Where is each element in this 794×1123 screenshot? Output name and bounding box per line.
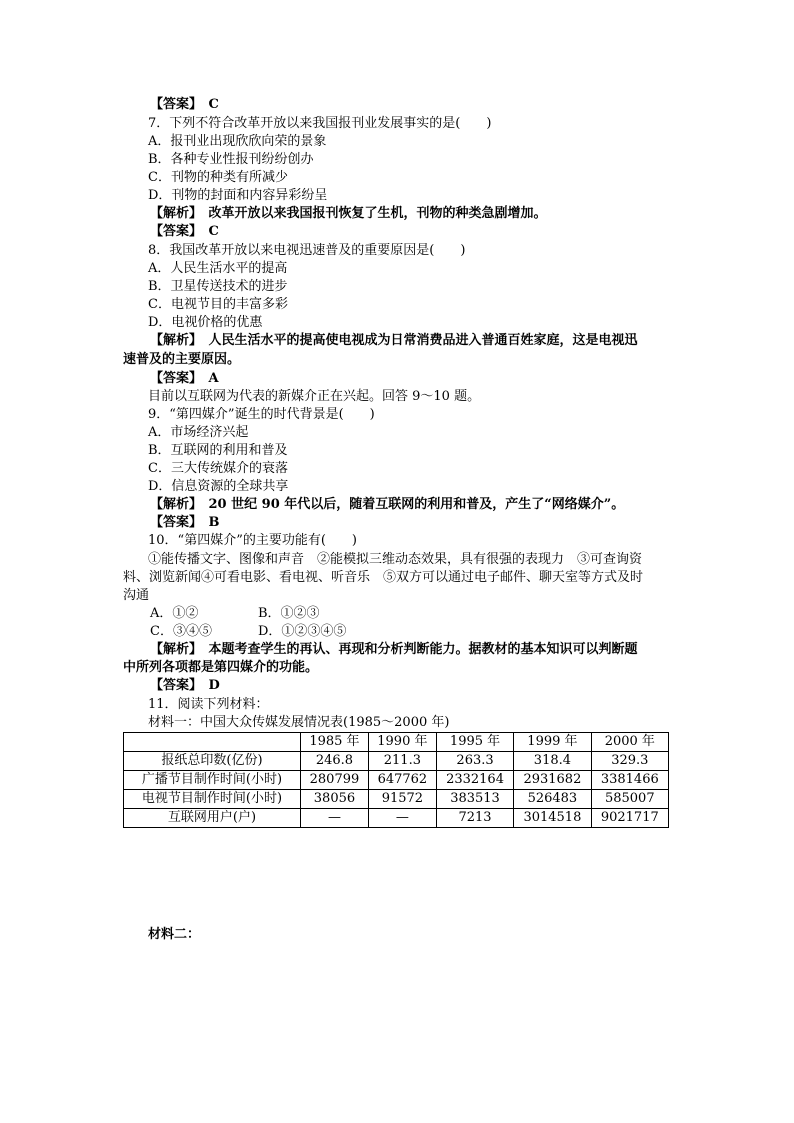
option-b: B．卫星传送技术的进步 [148, 279, 288, 294]
table-cell: 2332164 [436, 771, 513, 790]
table-cell: 2931682 [514, 771, 591, 790]
option-a: A．市场经济兴起 [148, 425, 249, 440]
table-row-label: 广播节目制作时间(小时) [124, 771, 301, 790]
answer-label: 【答案】 C [150, 224, 219, 239]
table-cell: 91572 [368, 790, 436, 809]
option-d: D．①②③④⑤ [258, 624, 347, 639]
analysis-10-line2: 中所列各项都是第四媒介的功能。 [123, 660, 319, 675]
analysis-8-line1: 【解析】 人民生活水平的提高使电视成为日常消费品进入普通百姓家庭，这是电视迅 [150, 333, 638, 348]
question-10-items-line1: ①能传播文字、图像和声音 ②能模拟三维动态效果，具有很强的表现力 ③可查询资 [148, 552, 643, 567]
option-b: B．互联网的利用和普及 [148, 443, 288, 458]
table-cell: 9021717 [591, 809, 668, 828]
option-d: D．电视价格的优惠 [148, 315, 263, 330]
table-row-label: 电视节目制作时间(小时) [124, 790, 301, 809]
table-header-cell: 2000 年 [591, 733, 668, 752]
table-cell: 263.3 [436, 752, 513, 771]
table-cell: 329.3 [591, 752, 668, 771]
option-b: B．各种专业性报刊纷纷创办 [148, 152, 314, 167]
table-row-label: 互联网用户(户) [124, 809, 301, 828]
table-row [124, 809, 669, 828]
answer-label: 【答案】 A [150, 371, 219, 386]
table-cell: 3381466 [591, 771, 668, 790]
question-8: 8．我国改革开放以来电视迅速普及的重要原因是( ) [148, 243, 466, 258]
table-header-cell: 1995 年 [436, 733, 513, 752]
answer-label: 【答案】 D [150, 678, 220, 693]
question-11: 11．阅读下列材料： [148, 697, 269, 712]
question-10-items-line3: 沟通 [123, 588, 150, 603]
table-cell: 318.4 [514, 752, 591, 771]
table-header-cell: 1990 年 [368, 733, 436, 752]
question-7: 7．下列不符合改革开放以来我国报刊业发展事实的是( ) [148, 116, 492, 131]
table-cell: 383513 [436, 790, 513, 809]
option-d: D．刊物的封面和内容异彩纷呈 [148, 188, 328, 203]
option-a: A．人民生活水平的提高 [148, 261, 288, 276]
table-cell: 526483 [514, 790, 591, 809]
question-10: 10．“第四媒介”的主要功能有( ) [148, 533, 357, 548]
material-one-caption: 材料一：中国大众传媒发展情况表(1985～2000 年) [148, 715, 450, 730]
option-c: C．③④⑤ [150, 624, 212, 639]
option-c: C．三大传统媒介的衰落 [148, 461, 288, 476]
option-b: B．①②③ [258, 606, 320, 621]
table-row-label: 报纸总印数(亿份) [124, 752, 301, 771]
table-cell: — [301, 809, 369, 828]
table-cell: 246.8 [301, 752, 369, 771]
table-row [124, 752, 669, 771]
question-10-items-line2: 料、浏览新闻④可看电影、看电视、听音乐 ⑤双方可以通过电子邮件、聊天室等方式及时 [123, 570, 644, 585]
table-cell: 585007 [591, 790, 668, 809]
answer-label: 【答案】 C [150, 97, 219, 112]
table-row [124, 790, 669, 809]
table-cell: 38056 [301, 790, 369, 809]
table-header-cell [124, 733, 301, 752]
table-cell: 647762 [368, 771, 436, 790]
table-cell: 211.3 [368, 752, 436, 771]
table-cell: 7213 [436, 809, 513, 828]
table-cell: — [368, 809, 436, 828]
table-cell: 3014518 [514, 809, 591, 828]
group-intro: 目前以互联网为代表的新媒介正在兴起。回答 9～10 题。 [148, 389, 481, 404]
table-header-cell: 1985 年 [301, 733, 369, 752]
table-header-cell: 1999 年 [514, 733, 591, 752]
option-c: C．刊物的种类有所减少 [148, 170, 288, 185]
material-two-label: 材料二： [148, 927, 201, 942]
analysis-8-line2: 速普及的主要原因。 [123, 352, 241, 367]
option-a: A．①② [150, 606, 199, 621]
option-c: C．电视节目的丰富多彩 [148, 297, 288, 312]
analysis-10-line1: 【解析】 本题考查学生的再认、再现和分析判断能力。据教材的基本知识可以判断题 [150, 642, 638, 657]
answer-label: 【答案】 B [150, 515, 220, 530]
media-development-table [123, 732, 669, 828]
analysis-7: 【解析】 改革开放以来我国报刊恢复了生机，刊物的种类急剧增加。 [150, 206, 547, 221]
table-cell: 280799 [301, 771, 369, 790]
analysis-9: 【解析】 20 世纪 90 年代以后，随着互联网的利用和普及，产生了“网络媒介”。 [150, 497, 625, 512]
table-header-row [124, 733, 669, 752]
table-row [124, 771, 669, 790]
question-9: 9．“第四媒介”诞生的时代背景是( ) [148, 407, 375, 422]
option-d: D．信息资源的全球共享 [148, 479, 289, 494]
option-a: A．报刊业出现欣欣向荣的景象 [148, 134, 327, 149]
